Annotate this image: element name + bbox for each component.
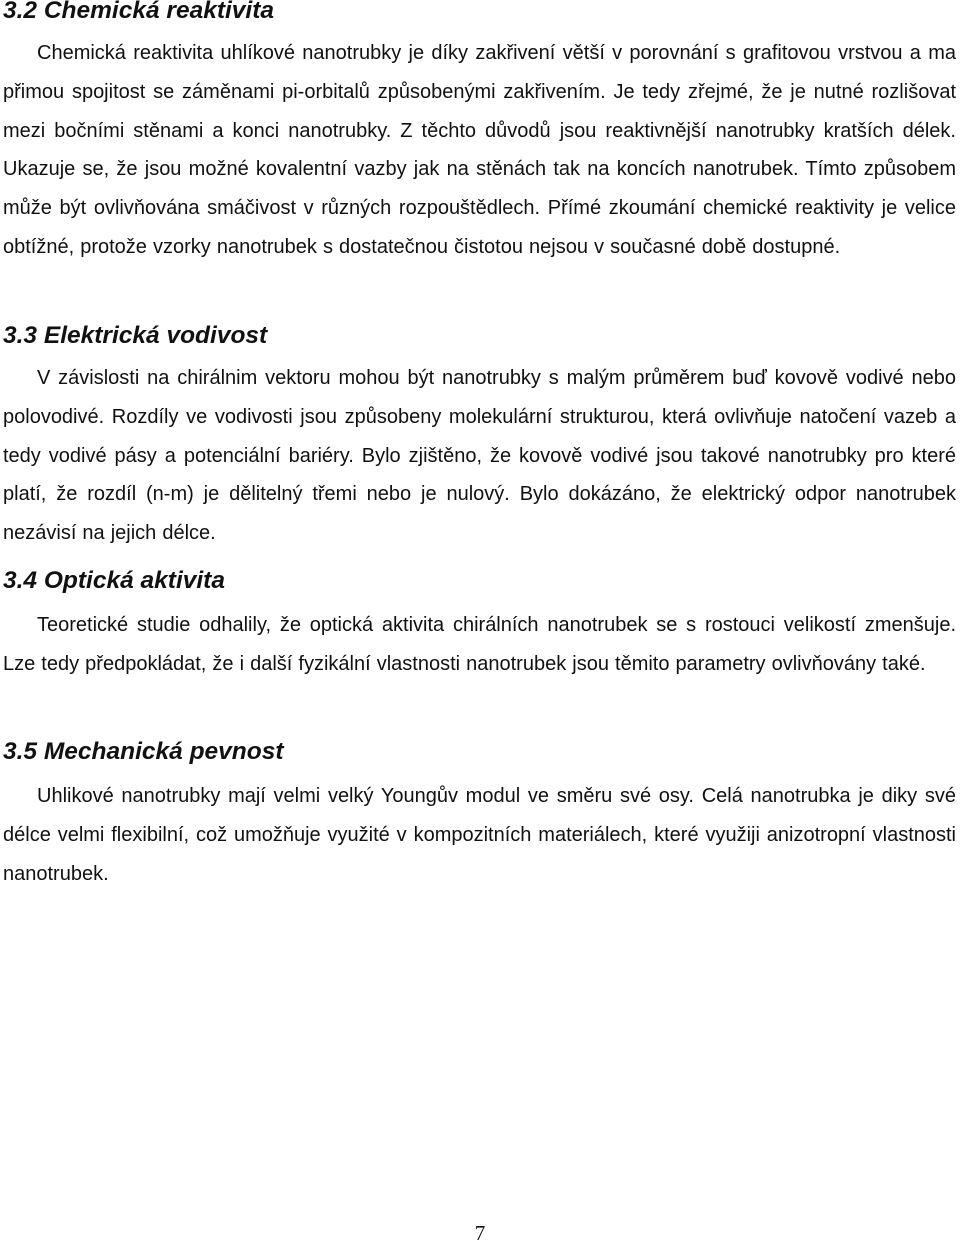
section-paragraph-optical-activity: Teoretické studie odhalily, že optická aktivita chirálních nanotrubek se s rostouci velikostí zmenšuje. Lze tedy předpokládat, že i další fyzikální vlastnosti nanotrubek jsou těmito parametry ovlivňovány také. xyxy=(3,614,956,675)
section-heading-mechanical-strength: 3.5 Mechanická pevnost xyxy=(3,738,284,765)
section-paragraph-electrical-conductivity: V závislosti na chirálnim vektoru mohou být nanotrubky s malým průměrem buď kovově vodivé nebo polovodivé. Rozdíly ve vodivosti jsou způsobeny molekulární strukturou, která ovlivňuje natočení vazeb a tedy vodivé pásy a potenciální bariéry. Bylo zjištěno, že kovově vodivé jsou takové nanotrubky pro které platí, že rozdíl (n-m) je dělitelný třemi nebo je nulový. Bylo dokázáno, že elektrický odpor nanotrubek nezávisí na jejich délce. xyxy=(3,367,956,545)
section-paragraph-chemical-reactivity: Chemická reaktivita uhlíkové nanotrubky je díky zakřivení větší v porovnání s grafitovou vrstvou a ma přimou spojitost se záměnami pi-orbitalů způsobenými zakřivením. Je tedy zřejmé, že je nutné rozlišovat mezi bočními stěnami a konci nanotrubky. Z těchto důvodů jsou reaktivnější nanotrubky kratších délek. Ukazuje se, že jsou možné kovalentní vazby jak na stěnách tak na koncích nanotrubek. Tímto způsobem může být ovlivňována smáčivost v různých rozpouštědlech. Přímé zkoumání chemické reaktivity je velice obtížné, protože vzorky nanotrubek s dostatečnou čistotou nejsou v současné době dostupné. xyxy=(3,42,956,258)
section-heading-optical-activity: 3.4 Optická aktivita xyxy=(3,567,225,594)
section-heading-electrical-conductivity: 3.3 Elektrická vodivost xyxy=(3,322,268,349)
section-heading-chemical-reactivity: 3.2 Chemická reaktivita xyxy=(3,0,275,24)
page-number: 7 xyxy=(474,1221,486,1245)
section-paragraph-mechanical-strength: Uhlikové nanotrubky mají velmi velký Youngův modul ve směru své osy. Celá nanotrubka je diky své délce velmi flexibilní, což umožňuje využité v kompozitních materiálech, které využiji anizotropní vlastnosti nanotrubek. xyxy=(3,785,956,885)
